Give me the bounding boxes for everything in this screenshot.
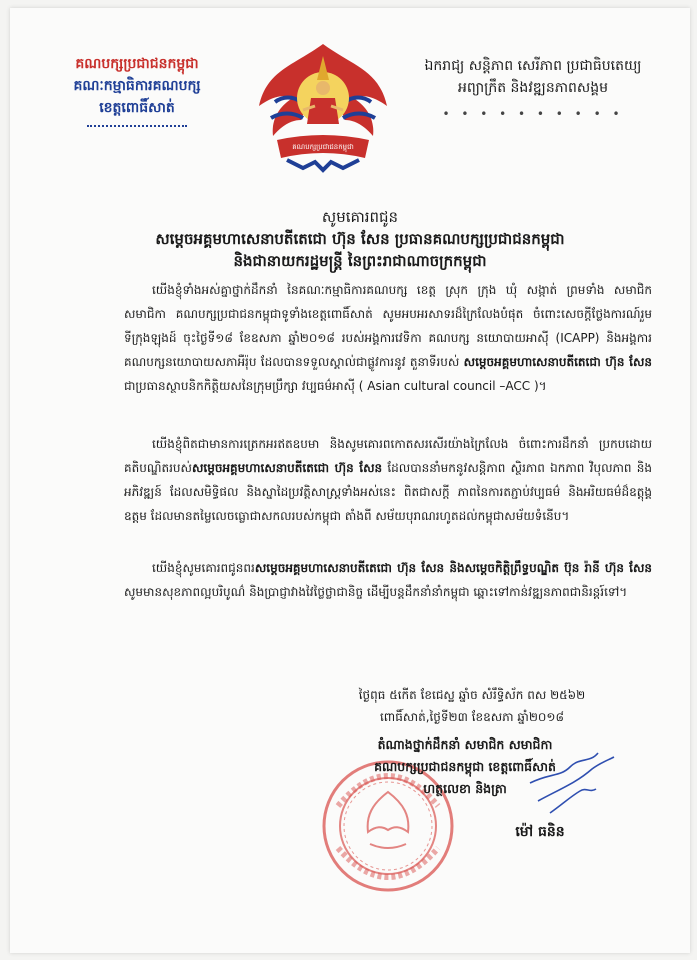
party-header: [42, 53, 232, 127]
header-divider: [87, 125, 187, 127]
signature-label: ហត្ថលេខា និងត្រា: [423, 781, 507, 796]
signer-party: គណបក្សប្រជាជនកម្ពុជា ខេត្តពោធិ៍សាត់: [374, 759, 556, 774]
lunar-date: ថ្ងៃពុធ ៥កើត ខែជេស្ឋ ឆ្នាំច សំរឹទ្ធិស័ក ពស ២៥៦២: [358, 688, 586, 702]
paragraph-1-text: យើងខ្ញុំទាំងអស់គ្នាថ្នាក់ដឹកនាំ នៃគណៈកម្មាធិការគណបក្ស ខេត្ត ស្រុក ក្រុង ឃុំ សង្កាត់ ព្រមទាំង សមាជិក សមាជិកា គណបក្សប្រជាជនកម្ពុជាទូទាំងខេត្តពោធិ៍សាត់ សូមអបអរសាទរដ៏ក្រៃលែងបំផុត ចំពោះសេចក្តីថ្លែងការណ៍រួមទីក្រុងឡុងដ៍ ចុះថ្ងៃទី១៨ ខែឧសភា ឆ្នាំ២០១៨ របស់អង្គការវេទិកា គណបក្ស នយោបាយអាស៊ី (ICAPP) និងអង្គការគណបក្សនយោបាយសភាអឺរ៉ុប ដែលបានទទួលស្គាល់ជាផ្លូវការនូវ តួនាទីរបស់: [124, 283, 652, 369]
paragraph-1-emphasis: សម្តេចអគ្គមហាសេនាបតីតេជោ ហ៊ុន សែន: [463, 355, 653, 369]
paragraph-3-emphasis: សម្តេចអគ្គមហាសេនាបតីតេជោ ហ៊ុន សែន និងសម្តេចកិត្តិព្រឹទ្ធបណ្ឌិត ប៊ុន រ៉ានី ហ៊ុន សែន: [254, 561, 652, 575]
signer-role: តំណាងថ្នាក់ដឹកនាំ សមាជិក សមាជិកា: [377, 737, 553, 752]
signer-name: ម៉ៅ ធនិន: [515, 824, 565, 840]
solar-date: ពោធិ៍សាត់,ថ្ងៃទី២៣ ខែឧសភា ឆ្នាំ២០១៨: [379, 710, 564, 724]
body-paragraph-3: [124, 556, 652, 604]
salutation-recipient: សម្តេចអគ្គមហាសេនាបតីតេជោ ហ៊ុន សែន ប្រធានគណបក្សប្រជាជនកម្ពុជា: [155, 230, 565, 248]
committee-name: គណៈកម្មាធិការគណបក្ស: [73, 78, 201, 94]
paragraph-2-end: ដែលបាននាំមកនូវសន្តិភាព ស្ថិរភាព ឯកភាព វិបុលភាព និងអភិវឌ្ឍន៍ ដែលសមិទ្ធិផល និងស្នាដៃប្រវត្តិសាស្ត្រទាំងអស់នេះ ពិតជាសក្តី ភាពនៃការតភ្ជាប់វប្បធម៌ និងអរិយធម៌ដ៏ឧត្តុង្គឧត្តម ដែលមានតម្លៃលេចធ្លោជាសកលរបស់កម្ពុជា តាំងពី សម័យបុរាណរហូតដល់កម្ពុជាសម័យទំនើប។: [124, 461, 652, 523]
paragraph-1-end: ជាប្រធានស្ថាបនិកកិត្តិយសនៃក្រុមប្រឹក្សា វប្បធម៌អាស៊ី ( Asian cultural council –ACC )។: [124, 379, 547, 393]
body-paragraph-1: [124, 278, 652, 398]
paragraph-2-text: យើងខ្ញុំពិតជាមានការត្រេកអរឥតឧបមា និងសូមគោរពកោតសរសើរយ៉ាងក្រៃលែង ចំពោះការដឹកនាំ ប្រកបដោយគតិបណ្ឌិតរបស់: [124, 437, 652, 475]
party-emblem-icon: [253, 36, 393, 176]
party-name: គណបក្សប្រជាជនកម្ពុជា: [75, 56, 199, 72]
letter-page: [10, 8, 690, 953]
paragraph-2-emphasis: សម្តេចអគ្គមហាសេនាបតីតេជោ ហ៊ុន សែន: [191, 461, 383, 475]
body-paragraph-2: [124, 432, 652, 528]
salutation-greeting: សូមគោរពជូន: [321, 208, 399, 226]
salutation-title: និងជានាយករដ្ឋមន្ត្រី នៃព្រះរាជាណាចក្រកម្ពុជា: [233, 252, 487, 270]
motto-line-2: អព្យាក្រឹត និងវឌ្ឍនភាពសង្គម: [457, 80, 609, 96]
salutation: [90, 206, 630, 272]
date-block: [312, 684, 632, 728]
motto-line-1: ឯករាជ្យ សន្តិភាព សេរីភាព ប្រជាធិបតេយ្យ: [424, 58, 642, 74]
province-name: ខេត្តពោធិ៍សាត់: [99, 100, 175, 116]
motto-divider: • • • • • • • • • •: [442, 107, 624, 121]
paragraph-3-end: សូមមានសុខភាពល្អបរិបូណ៌ និងប្រាជ្ញាវាងវៃថ្លៃថ្លាជានិច្ច ដើម្បីបន្តដឹកនាំនាំកម្ពុជា ឆ្ពោះទៅកាន់វឌ្ឍនភាពជានិរន្តរ៍ទៅ។: [124, 585, 628, 599]
handwritten-signature-icon: [520, 743, 620, 833]
svg-text:គណបក្សប្រជាជនកម្ពុជា: គណបក្សប្រជាជនកម្ពុជា: [292, 143, 354, 151]
paragraph-3-text: យើងខ្ញុំសូមគោរពជូនពរ: [152, 561, 255, 575]
kingdom-motto: [398, 55, 668, 125]
